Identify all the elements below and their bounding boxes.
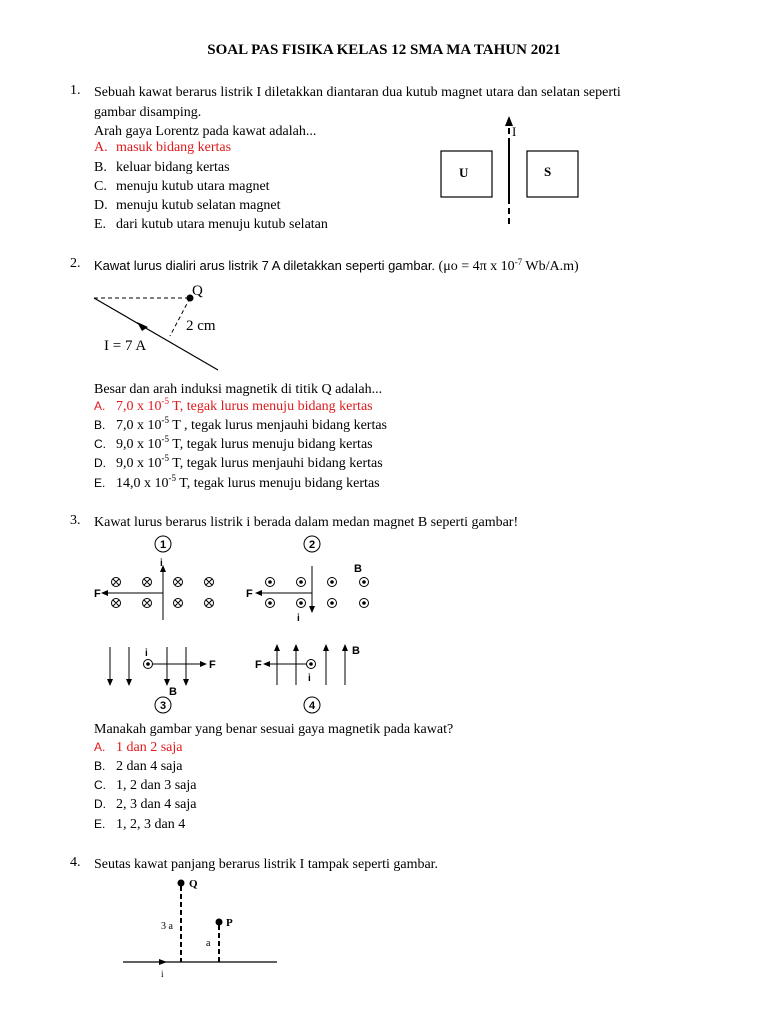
q1-option-b[interactable]: B. keluar bidang kertas [94, 160, 230, 175]
page-title: SOAL PAS FISIKA KELAS 12 SMA MA TAHUN 2021 [207, 42, 561, 58]
svg-text:F: F [246, 588, 253, 600]
svg-text:i: i [160, 558, 163, 569]
svg-text:F: F [255, 659, 262, 671]
q3-option-e[interactable]: E. 1, 2, 3 dan 4 [94, 817, 186, 832]
svg-text:B: B [169, 686, 177, 698]
svg-text:i: i [308, 673, 311, 684]
q1-option-d[interactable]: D. menuju kutub selatan magnet [94, 198, 281, 213]
q1-text-line3: Arah gaya Lorentz pada kawat adalah... [94, 124, 317, 139]
q3-option-d[interactable]: D. 2, 3 dan 4 saja [94, 797, 197, 812]
q4-point-q [178, 880, 185, 887]
q1-option-a[interactable]: A. masuk bidang kertas [94, 140, 232, 155]
q3-number: 3. [70, 513, 81, 528]
q4-point-p [216, 919, 223, 926]
q3-option-c[interactable]: C. 1, 2 dan 3 saja [94, 778, 197, 793]
q1-text-line1: Sebuah kawat berarus listrik I diletakkan diantaran dua kutub magnet utara dan selatan seperti [94, 85, 621, 100]
svg-text:3: 3 [159, 700, 167, 712]
q2-option-d[interactable]: D. 9,0 x $10^{-5}$ T, tegak lurus menjauhi bidang kertas [94, 453, 383, 471]
q3-question: Manakah gambar yang benar sesuai gaya magnetik pada kawat? [94, 722, 454, 737]
svg-text:Q: Q [189, 878, 198, 890]
q1-text-line2: gambar disamping. [94, 105, 202, 120]
svg-text:F: F [94, 588, 101, 600]
q2-option-e[interactable]: E. 14,0 x $10^{-5}$ T, tegak lurus menuju bidang kertas [94, 473, 380, 491]
q2-text: Kawat lurus dialiri arus listrik 7 A diletakkan seperti gambar. (μo = 4π x $10^{-7}$ Wb/A.m) [94, 257, 579, 274]
q1-option-c[interactable]: C. menuju kutub utara magnet [94, 179, 270, 194]
svg-text:i: i [145, 648, 148, 659]
svg-text:B: B [352, 645, 360, 657]
q3-text: Kawat lurus berarus listrik i berada dalam medan magnet B seperti gambar! [94, 515, 519, 530]
q2-option-b[interactable]: B. 7,0 x $10^{-5}$ T , tegak lurus menjauhi bidang kertas [94, 415, 387, 433]
svg-text:i: i [297, 613, 300, 624]
svg-text:Q: Q [192, 283, 203, 299]
svg-text:B: B [354, 563, 362, 575]
q4-number: 4. [70, 855, 81, 870]
q1-current-label: I [512, 124, 517, 139]
q1-option-e[interactable]: E. dari kutub utara menuju kutub selatan [94, 217, 328, 232]
south-label: S [544, 164, 552, 179]
q3-option-a[interactable]: A. 1 dan 2 saja [94, 740, 183, 755]
svg-text:i: i [161, 969, 164, 979]
q1-number: 1. [70, 83, 81, 98]
north-label: U [459, 165, 469, 180]
q2-question: Besar dan arah induksi magnetik di titik Q adalah... [94, 382, 383, 397]
q4-text: Seutas kawat panjang berarus listrik I tampak seperti gambar. [94, 857, 439, 872]
svg-text:a: a [206, 938, 211, 949]
svg-text:2: 2 [308, 539, 316, 551]
svg-text:1: 1 [159, 539, 167, 551]
svg-text:I = 7 A: I = 7 A [104, 338, 147, 354]
svg-text:2 cm: 2 cm [186, 318, 216, 334]
svg-text:4: 4 [308, 700, 316, 712]
q3-option-b[interactable]: B. 2 dan 4 saja [94, 759, 183, 774]
q2-option-a[interactable]: A. 7,0 x $10^{-5}$ T, tegak lurus menuju bidang kertas [94, 396, 373, 414]
svg-text:F: F [209, 659, 216, 671]
svg-text:3 a: 3 a [161, 921, 173, 932]
svg-text:P: P [226, 917, 233, 929]
q2-option-c[interactable]: C. 9,0 x $10^{-5}$ T, tegak lurus menuju bidang kertas [94, 434, 373, 452]
q2-number: 2. [70, 256, 81, 271]
